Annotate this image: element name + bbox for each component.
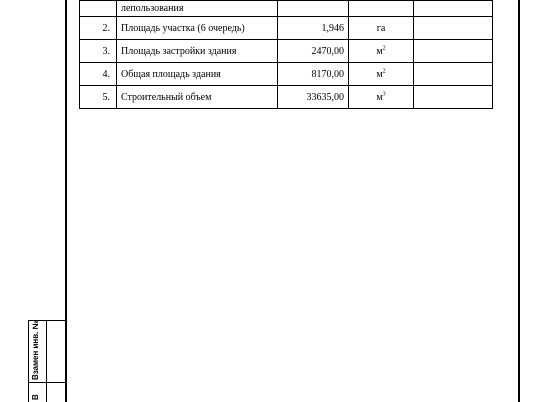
table-row (80, 17, 493, 40)
indicator-value: 1,946 (278, 17, 349, 40)
indicator-note (414, 86, 493, 109)
indicator-value: 2470,00 (278, 40, 349, 63)
indicator-note (414, 63, 493, 86)
indicator-name: Общая площадь здания (117, 63, 278, 86)
side-divider (28, 382, 65, 383)
row-number: 5. (80, 86, 117, 109)
row-number (80, 1, 117, 17)
indicator-name: Строительный объем (117, 86, 278, 109)
indicator-value: 8170,00 (278, 63, 349, 86)
indicator-note (414, 1, 493, 17)
row-number: 4. (80, 63, 117, 86)
indicator-unit: $м^2$ (349, 40, 414, 63)
indicator-value (278, 1, 349, 17)
indicator-unit: $м^3$ (349, 86, 414, 109)
indicator-name: лепользования (117, 1, 278, 17)
indicator-unit: га (349, 17, 414, 40)
indicator-name: Площадь участка (6 очередь) (117, 17, 278, 40)
side-cell-value (46, 320, 65, 402)
indicator-name: Площадь застройки здания (117, 40, 278, 63)
indicator-note (414, 17, 493, 40)
table-row (80, 63, 493, 86)
vzamen-inv-label: Взамен инв. № (31, 320, 40, 380)
indicator-value: 33635,00 (278, 86, 349, 109)
page-frame-left-border (65, 0, 67, 402)
row-number: 3. (80, 40, 117, 63)
table-row (80, 1, 493, 17)
table-row (80, 40, 493, 63)
row-number: 2. (80, 17, 117, 40)
page-frame-right-border (518, 0, 520, 402)
technical-indicators-table (79, 0, 493, 109)
indicator-unit: $м^2$ (349, 63, 414, 86)
table-row (80, 86, 493, 109)
partial-label: В (31, 394, 40, 400)
indicator-unit (349, 1, 414, 17)
title-block-side-column (28, 320, 65, 402)
indicator-note (414, 40, 493, 63)
